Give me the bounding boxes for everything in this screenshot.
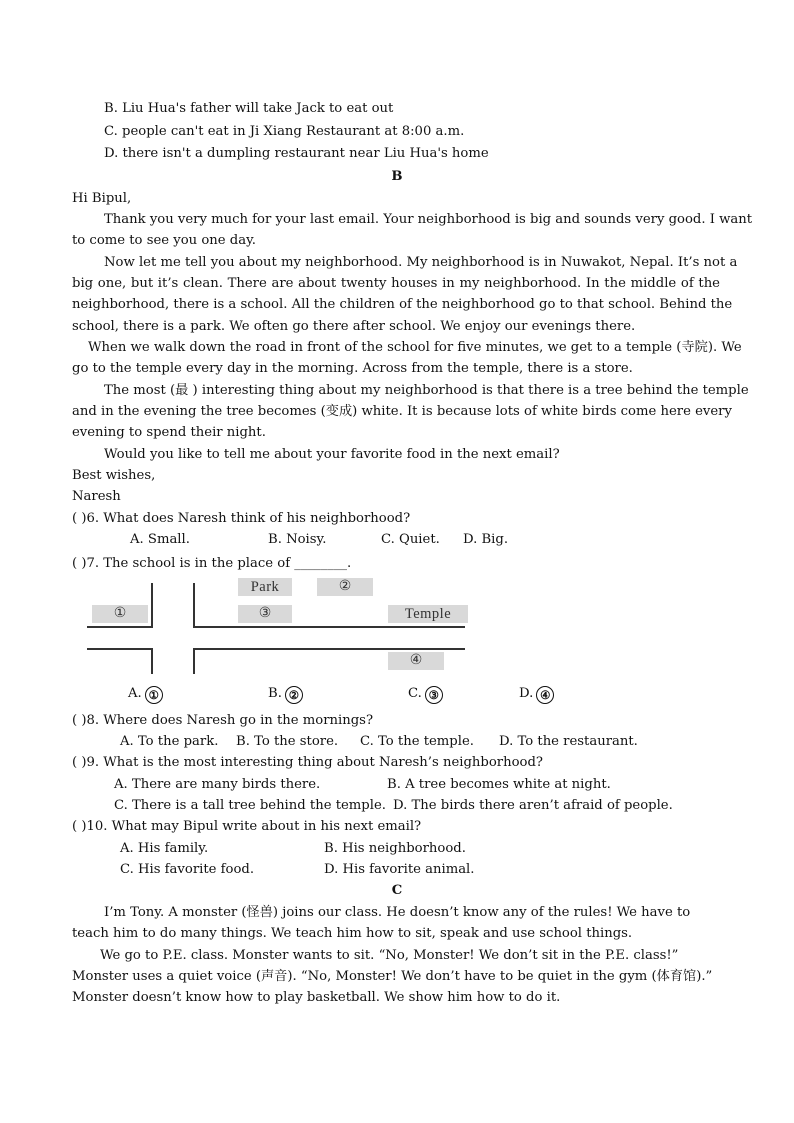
- letter-paragraph-2-line-1: Now let me tell you about my neighborhood. My neighborhood is in Nuwakot, Nepal. It’s not a: [104, 255, 738, 270]
- question-6-stem: ( )6. What does Naresh think of his neighborhood?: [72, 511, 411, 526]
- passage-c-line-1: I’m Tony. A monster (怪兽) joins our class. He doesn’t know any of the rules! We have to: [104, 905, 691, 920]
- question-7-stem: ( )7. The school is in the place of ________.: [72, 556, 352, 571]
- question-6-option-a: A. Small.: [130, 532, 190, 547]
- passage-c-line-4: Monster uses a quiet voice (声音). “No, Monster! We don’t have to be quiet in the gym (体育馆).”: [72, 969, 713, 984]
- question-10-option-a: A. His family.: [120, 841, 209, 856]
- question-8-option-b: B. To the store.: [236, 734, 339, 749]
- question-7-option-d-mark: ④: [536, 686, 554, 704]
- letter-closing: Best wishes,: [72, 468, 156, 483]
- question-9-option-a: A. There are many birds there.: [114, 777, 321, 792]
- map-place-3: ③: [238, 605, 292, 623]
- road-edge: [193, 583, 195, 627]
- question-8-option-a: A. To the park.: [120, 734, 219, 749]
- passage-c-line-5: Monster doesn’t know how to play basketball. We show him how to do it.: [72, 990, 561, 1005]
- question-8-option-d: D. To the restaurant.: [499, 734, 638, 749]
- road-edge: [87, 626, 153, 628]
- question-8-option-c: C. To the temple.: [360, 734, 474, 749]
- question-7-option-b: [268, 686, 303, 704]
- road-edge: [151, 583, 153, 627]
- road-edge: [151, 648, 153, 674]
- question-10-option-d: D. His favorite animal.: [324, 862, 475, 877]
- letter-paragraph-5-line-1: Would you like to tell me about your favorite food in the next email?: [104, 447, 560, 462]
- question-6-option-b: B. Noisy.: [268, 532, 327, 547]
- letter-paragraph-3-line-2: go to the temple every day in the morning. Across from the temple, there is a store.: [72, 361, 633, 376]
- letter-paragraph-4-line-3: evening to spend their night.: [72, 425, 266, 440]
- question-10-option-c: C. His favorite food.: [120, 862, 255, 877]
- passage-c-line-3: We go to P.E. class. Monster wants to sit. “No, Monster! We don’t sit in the P.E. class!”: [100, 948, 679, 963]
- map-place-2: ②: [317, 578, 373, 596]
- option-d-text: D. there isn't a dumpling restaurant near Liu Hua's home: [104, 146, 489, 161]
- map-temple-label: Temple: [388, 605, 468, 623]
- letter-paragraph-2-line-4: school, there is a park. We often go there after school. We enjoy our evenings there.: [72, 319, 636, 334]
- option-b-text: B. Liu Hua's father will take Jack to eat out: [104, 101, 394, 116]
- question-9-option-c: C. There is a tall tree behind the temple.: [114, 798, 386, 813]
- map-place-1: ①: [92, 605, 148, 623]
- letter-paragraph-4-line-2: and in the evening the tree becomes (变成) white. It is because lots of white birds come here every: [72, 404, 732, 419]
- question-7-option-d-letter: D.: [519, 686, 534, 701]
- question-7-option-c-letter: C.: [408, 686, 422, 701]
- question-7-option-a-letter: A.: [128, 686, 142, 701]
- letter-greeting: Hi Bipul,: [72, 191, 132, 206]
- option-c-text: C. people can't eat in Ji Xiang Restaurant at 8:00 a.m.: [104, 124, 465, 139]
- letter-paragraph-2-line-2: big one, but it’s clean. There are about twenty houses in my neighborhood. In the middle of the: [72, 276, 720, 291]
- letter-paragraph-3-line-1: When we walk down the road in front of the school for five minutes, we get to a temple (寺院). We: [88, 340, 742, 355]
- question-9-option-b: B. A tree becomes white at night.: [387, 777, 611, 792]
- letter-paragraph-4-line-1: The most (最 ) interesting thing about my neighborhood is that there is a tree behind the temple: [104, 383, 749, 398]
- road-edge: [193, 648, 465, 650]
- letter-paragraph-1-line-1: Thank you very much for your last email. Your neighborhood is big and sounds very good. I want: [104, 212, 753, 227]
- road-edge: [87, 648, 153, 650]
- neighborhood-map: [82, 578, 472, 674]
- map-park-label: Park: [238, 578, 292, 596]
- passage-c-line-2: teach him to do many things. We teach him how to sit, speak and use school things.: [72, 926, 633, 941]
- question-6-option-d: D. Big.: [463, 532, 509, 547]
- letter-paragraph-1-line-2: to come to see you one day.: [72, 233, 256, 248]
- question-9-option-d: D. The birds there aren’t afraid of people.: [393, 798, 673, 813]
- question-7-option-c-mark: ③: [425, 686, 443, 704]
- question-7-option-a: [128, 686, 163, 704]
- question-8-stem: ( )8. Where does Naresh go in the mornings?: [72, 713, 374, 728]
- section-b-heading: B: [391, 169, 403, 184]
- road-edge: [193, 648, 195, 674]
- question-10-stem: ( )10. What may Bipul write about in his next email?: [72, 819, 422, 834]
- road-edge: [193, 626, 465, 628]
- question-7-option-b-mark: ②: [285, 686, 303, 704]
- letter-paragraph-2-line-3: neighborhood, there is a school. All the children of the neighborhood go to that school. Behind the: [72, 297, 733, 312]
- question-7-option-b-letter: B.: [268, 686, 282, 701]
- question-10-option-b: B. His neighborhood.: [324, 841, 466, 856]
- question-6-option-c: C. Quiet.: [381, 532, 440, 547]
- letter-signature: Naresh: [72, 489, 121, 504]
- section-c-heading: C: [391, 883, 403, 898]
- question-7-option-c: [408, 686, 443, 704]
- map-place-4: ④: [388, 652, 444, 670]
- question-7-option-d: [519, 686, 554, 704]
- question-7-option-a-mark: ①: [145, 686, 163, 704]
- question-9-stem: ( )9. What is the most interesting thing about Naresh’s neighborhood?: [72, 755, 543, 770]
